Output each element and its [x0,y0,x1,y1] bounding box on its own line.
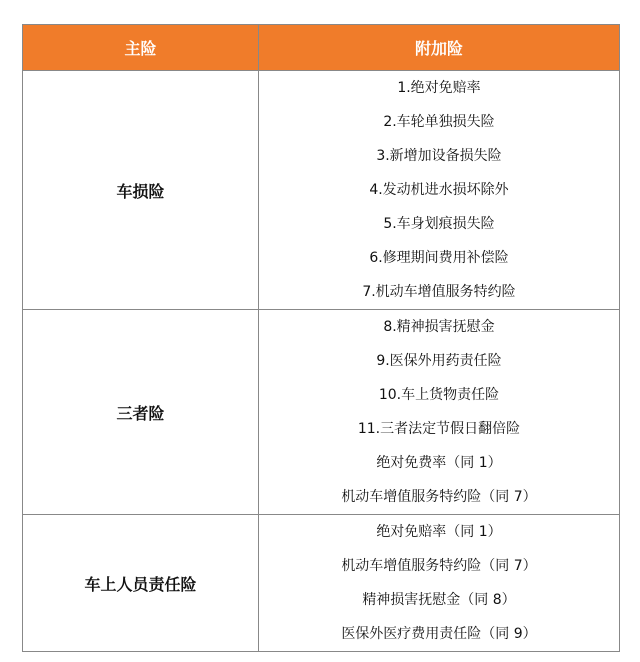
table-row [23,515,620,652]
addon-list [259,310,620,515]
insurance-table [22,24,620,652]
addon-item: 机动车增值服务特约险（同 7） [341,558,537,574]
addon-item: 3.新增加设备损失险 [376,148,502,164]
addon-item: 绝对免费率（同 1） [376,455,502,471]
table-row [23,71,620,310]
table-row [23,310,620,515]
addon-item: 9.医保外用药责任险 [376,353,502,369]
header-addon-insurance: 附加险 [259,25,620,71]
addon-item: 2.车轮单独损失险 [383,114,495,130]
addon-item: 8.精神损害抚慰金 [383,319,495,335]
table-header-row [23,25,620,71]
main-insurance-cell: 三者险 [23,310,259,515]
addon-list [259,515,620,652]
addon-item: 医保外医疗费用责任险（同 9） [341,626,537,642]
addon-item: 11.三者法定节假日翻倍险 [357,421,521,437]
addon-item: 机动车增值服务特约险（同 7） [341,489,537,505]
addon-item: 1.绝对免赔率 [397,80,481,96]
insurance-table-wrapper [22,24,619,652]
addon-item: 7.机动车增值服务特约险 [362,284,516,300]
main-insurance-cell: 车损险 [23,71,259,310]
addon-item: 4.发动机进水损坏除外 [369,182,509,198]
addon-item: 5.车身划痕损失险 [383,216,495,232]
addon-item: 绝对免赔率（同 1） [376,524,502,540]
addon-item: 6.修理期间费用补偿险 [369,250,509,266]
addon-list [259,71,620,310]
main-insurance-cell: 车上人员责任险 [23,515,259,652]
header-main-insurance: 主险 [23,25,259,71]
addon-item: 精神损害抚慰金（同 8） [362,592,516,608]
addon-item: 10.车上货物责任险 [378,387,500,403]
